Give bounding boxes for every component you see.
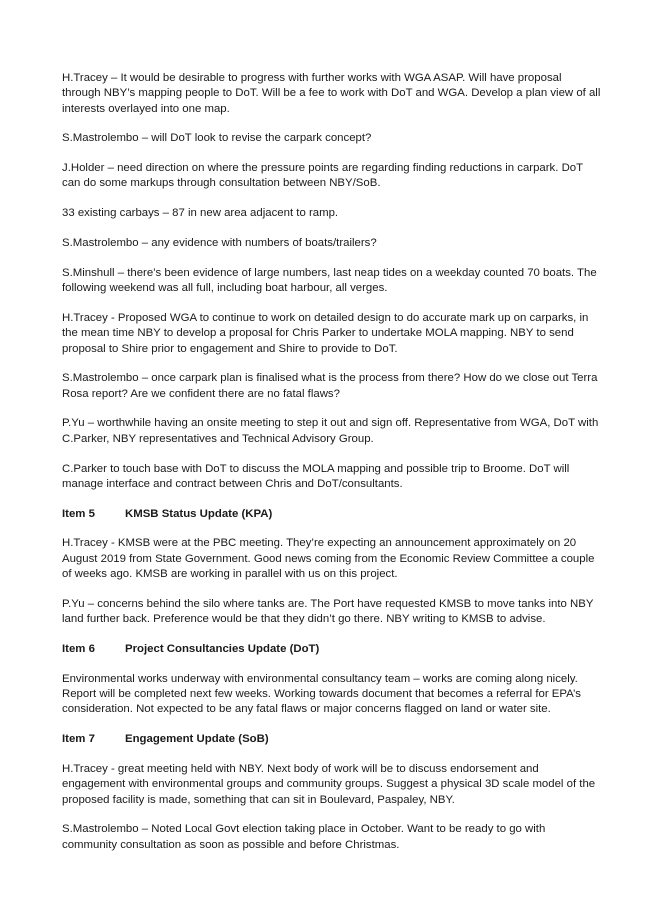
item-7-heading	[62, 732, 602, 747]
item-title: Project Consultancies Update (DoT)	[125, 642, 320, 655]
item-title: KMSB Status Update (KPA)	[125, 507, 273, 520]
paragraph-mastrolembo-carpark: S.Mastrolembo – will DoT look to revise the carpark concept?	[62, 132, 372, 145]
item-6-heading	[62, 642, 602, 657]
paragraph-minshull-evidence: S.Minshull – there’s been evidence of large numbers, last neap tides on a weekday counted 70 boats. The following weekend was all full, including boat harbour, all verges.	[62, 266, 597, 295]
paragraph-holder-pressure-points: J.Holder – need direction on where the pressure points are regarding finding reductions in carpark. DoT can do some markups through consultation between NBY/SoB.	[62, 162, 583, 190]
paragraph-tracey-wga: H.Tracey – It would be desirable to progress with further works with WGA ASAP. Will have proposal through NBY’s mapping people to DoT. Will be a fee to work with DoT and WGA. Develop a plan view of all interests overlayed into one map.	[62, 72, 601, 115]
item-title: Engagement Update (SoB)	[125, 733, 269, 746]
paragraph-mastrolembo-process: S.Mastrolembo – once carpark plan is finalised what is the process from there? How do we close out Terra Rosa report? Are we confident there are no fatal flaws?	[62, 372, 598, 400]
item-number: Item 5	[62, 507, 95, 520]
paragraph-mastrolembo-election: S.Mastrolembo – Noted Local Govt election taking place in October. Want to be ready to go with community consultation as soon as possible and before Christmas.	[62, 823, 546, 851]
paragraph-yu-onsite-meeting: P.Yu – worthwhile having an onsite meeting to step it out and sign off. Representative from WGA, DoT with C.Parker, NBY representatives and Technical Advisory Group.	[62, 417, 599, 445]
paragraph-parker-mola: C.Parker to touch base with DoT to discuss the MOLA mapping and possible trip to Broome. DoT will manage interface and contract between Chris and DoT/consultants.	[62, 462, 570, 490]
paragraph-carbays: 33 existing carbays – 87 in new area adjacent to ramp.	[62, 207, 339, 220]
item-number: Item 7	[62, 733, 95, 746]
paragraph-tracey-proposal: H.Tracey - Proposed WGA to continue to work on detailed design to do accurate mark up on carparks, in the mean time NBY to develop a proposal for Chris Parker to undertake MOLA mapping. NBY to send proposal to Shire prior to engagement and Shire to provide to DoT.	[62, 311, 589, 355]
item-number: Item 6	[62, 642, 95, 655]
item-5-heading	[62, 507, 602, 522]
paragraph-tracey-engagement: H.Tracey - great meeting held with NBY. Next body of work will be to discuss endorsement and engagement with environmental groups and community groups. Suggest a physical 3D scale model of the proposed facility is made, something that can sit in Boulevard, Paspaley, NBY.	[62, 762, 596, 806]
paragraph-yu-silo: P.Yu – concerns behind the silo where tanks are. The Port have requested KMSB to move tanks into NBY land further back. Preference would be that they didn’t go there. NBY writing to KMSB to advise.	[62, 597, 594, 626]
paragraph-environmental-works: Environmental works underway with environmental consultancy team – works are coming along nicely. Report will be completed next few weeks. Working towards document that becomes a referral for EPA’s consideration. Not expected to be any fatal flaws or major concerns flagged on land or water site.	[62, 672, 581, 716]
paragraph-tracey-kmsb: H.Tracey - KMSB were at the PBC meeting. They’re expecting an announcement approximately on 20 August 2019 from State Government. Good news coming from the Economic Review Committee a couple of weeks ago. KMSB are working in parallel with us on this project.	[62, 537, 595, 581]
document-body	[62, 71, 602, 867]
paragraph-mastrolembo-boats: S.Mastrolembo – any evidence with numbers of boats/trailers?	[62, 237, 377, 250]
